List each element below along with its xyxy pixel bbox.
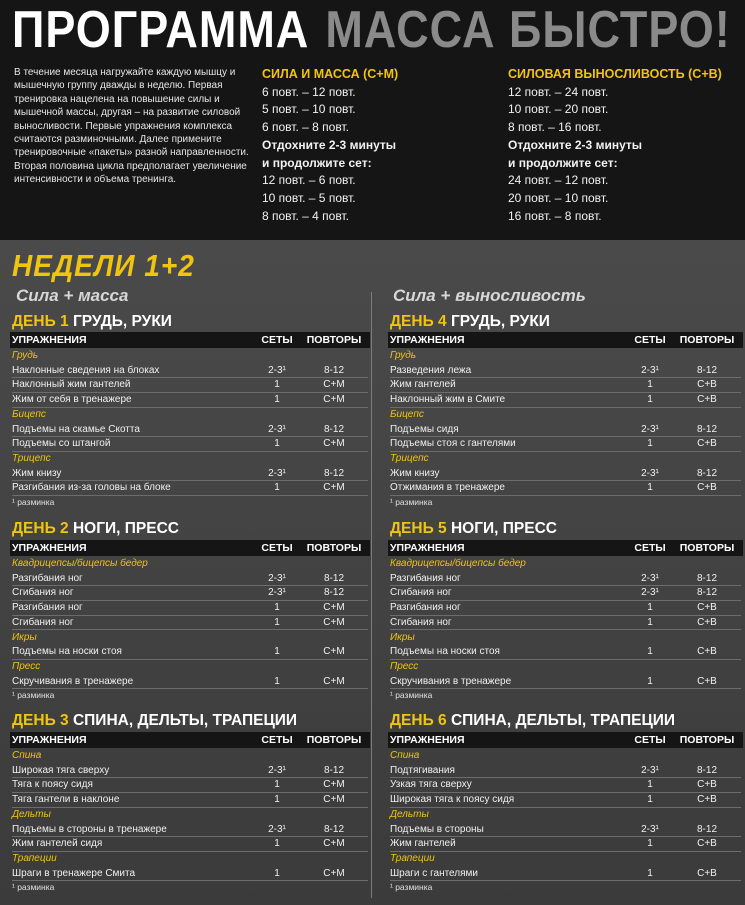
sets-value: 1 [647, 394, 653, 406]
page-title [12, 0, 731, 64]
exercise-name: Подтягивания [390, 764, 455, 776]
table-row [12, 837, 368, 852]
exercise-name: Жим гантелей [390, 379, 456, 391]
table-row [12, 467, 368, 482]
protocol-line: 10 повт. – 5 повт. [262, 190, 356, 205]
table-row [12, 616, 368, 631]
table-row [390, 867, 741, 882]
sets-value: 1 [274, 379, 280, 391]
table-row [12, 364, 368, 379]
table-row [12, 601, 368, 616]
day-number: 2 [60, 520, 73, 537]
protocol-line: 20 повт. – 10 повт. [508, 190, 609, 205]
day-title [12, 520, 179, 538]
sets-value: 1 [647, 867, 653, 879]
table-header [388, 732, 743, 748]
reps-value: 8-12 [323, 587, 344, 599]
protocol-rest: и продолжите сет: [508, 155, 618, 170]
muscle-group-label [390, 557, 741, 572]
sets-value: 2-3¹ [268, 364, 286, 376]
exercise-name: Шраги с гантелями [390, 867, 478, 879]
day-title [390, 313, 550, 331]
protocol-strength-mass [262, 66, 492, 225]
reps-value: С+В [697, 646, 717, 658]
warmup-note-text: ¹ разминка [12, 690, 55, 701]
reps-value: С+В [697, 379, 717, 391]
exercise-name: Тяга гантели в наклоне [12, 794, 120, 806]
table-row [390, 586, 741, 601]
protocol-line: 8 повт. – 4 повт. [262, 208, 349, 223]
day-label: ДЕНЬ [390, 313, 439, 330]
table-row [390, 467, 741, 482]
table-row [390, 616, 741, 631]
warmup-note [390, 688, 510, 703]
reps-value: С+В [697, 675, 717, 687]
exercise-name: Широкая тяга сверху [12, 764, 110, 776]
table-row [12, 586, 368, 601]
reps-value: С+М [323, 867, 345, 879]
exercise-name: Подъемы на скамье Скотта [12, 423, 140, 435]
sets-value: 2-3¹ [268, 587, 286, 599]
muscle-group-text: Грудь [390, 350, 417, 361]
exercise-name: Узкая тяга сверху [390, 779, 472, 791]
exercise-name: Наклонные сведения на блоках [12, 364, 160, 376]
exercise-name: Сгибания ног [12, 616, 74, 628]
muscle-group-text: Спина [390, 750, 420, 761]
exercise-name: Наклонный жим гантелей [12, 379, 131, 391]
table-row [390, 645, 741, 660]
day-number: 1 [60, 313, 73, 330]
table-row [390, 778, 741, 793]
warmup-note [390, 495, 510, 510]
day-label: ДЕНЬ [390, 520, 439, 537]
header-reps: ПОВТОРЫ [306, 542, 362, 554]
program-title-strength-mass: Сила + масса [16, 286, 129, 305]
sets-value: 1 [647, 794, 653, 806]
reps-value: С+М [323, 482, 345, 494]
sets-value: 1 [647, 482, 653, 494]
program-title-strength-endurance: Сила + выносливость [393, 286, 586, 305]
warmup-note [390, 880, 510, 895]
reps-value: С+М [323, 379, 345, 391]
reps-value: С+В [697, 867, 717, 879]
table-row [390, 601, 741, 616]
table-row [390, 437, 741, 452]
sets-value: 1 [274, 675, 280, 687]
sets-value: 2-3¹ [641, 764, 659, 776]
exercise-name: Скручивания в тренажере [390, 675, 512, 687]
sets-value: 2-3¹ [641, 423, 659, 435]
exercise-name: Подъемы стоя с гантелями [390, 438, 516, 450]
exercise-name: Жим гантелей сидя [12, 838, 103, 850]
sets-value: 2-3¹ [641, 572, 659, 584]
sets-value: 1 [274, 838, 280, 850]
exercise-name: Широкая тяга к поясу сидя [390, 794, 515, 806]
muscle-group-text: Икры [390, 631, 415, 643]
day-name: НОГИ, ПРЕСС [450, 520, 557, 537]
sets-value: 1 [647, 838, 653, 850]
table-row [390, 675, 741, 690]
sets-value: 2-3¹ [641, 467, 659, 479]
header-exercises: УПРАЖНЕНИЯ [390, 542, 465, 554]
muscle-group-label [390, 408, 741, 423]
muscle-group-text: Квадрицепсы/бицепсы бедер [390, 558, 526, 569]
reps-value: 8-12 [696, 423, 717, 435]
title-gray: МАССА БЫСТРО! [325, 0, 731, 59]
muscle-group-label [390, 808, 741, 823]
table-row [12, 572, 368, 587]
muscle-group-text: Грудь [12, 350, 39, 361]
table-row [12, 867, 368, 882]
sets-value: 1 [647, 675, 653, 687]
exercise-name: Сгибания ног [390, 616, 452, 628]
table-header [10, 732, 370, 748]
exercise-name: Наклонный жим в Смите [390, 394, 506, 406]
sets-value: 1 [274, 438, 280, 450]
reps-value: С+М [323, 779, 345, 791]
warmup-note-text: ¹ разминка [390, 690, 433, 701]
protocol-rest: Отдохните 2-3 минуты [508, 137, 643, 152]
protocol-line: 10 повт. – 20 повт. [508, 102, 609, 117]
header-reps: ПОВТОРЫ [679, 734, 735, 746]
reps-value: 8-12 [323, 364, 344, 376]
sets-value: 2-3¹ [268, 764, 286, 776]
table-row [12, 437, 368, 452]
header-sets: СЕТЫ [634, 542, 666, 554]
header-sets: СЕТЫ [634, 334, 666, 346]
protocol-line: 8 повт. – 16 повт. [508, 120, 602, 135]
header-sets: СЕТЫ [634, 734, 666, 746]
table-row [12, 778, 368, 793]
sets-value: 1 [647, 438, 653, 450]
exercise-name: Жим книзу [390, 467, 440, 479]
muscle-group-text: Трицепс [390, 452, 429, 464]
exercise-name: Разгибания ног [390, 572, 461, 584]
exercise-name: Разгибания ног [390, 602, 461, 614]
reps-value: С+В [697, 838, 717, 850]
table-header [388, 540, 743, 556]
header-exercises: УПРАЖНЕНИЯ [12, 734, 87, 746]
sets-value: 2-3¹ [268, 467, 286, 479]
reps-value: 8-12 [323, 467, 344, 479]
exercise-name: Подъемы на носки стоя [12, 646, 122, 658]
muscle-group-text: Бицепс [12, 408, 46, 420]
table-header [388, 332, 743, 348]
reps-value: С+М [323, 794, 345, 806]
table-row [12, 793, 368, 808]
table-row [12, 764, 368, 779]
exercise-name: Сгибания ног [390, 587, 452, 599]
reps-value: С+В [697, 394, 717, 406]
reps-value: С+В [697, 482, 717, 494]
exercise-name: Жим от себя в тренажере [12, 394, 132, 406]
day-number: 4 [438, 313, 451, 330]
header-reps: ПОВТОРЫ [679, 542, 735, 554]
protocol-line: 6 повт. – 12 повт. [262, 84, 356, 99]
reps-value: С+В [697, 616, 717, 628]
muscle-group-label [390, 631, 741, 646]
sets-value: 2-3¹ [268, 823, 286, 835]
table-row [390, 764, 741, 779]
exercise-name: Разгибания ног [12, 602, 83, 614]
sets-value: 1 [647, 646, 653, 658]
protocol-line: 24 повт. – 12 повт. [508, 173, 609, 188]
exercise-name: Подъемы со штангой [12, 438, 111, 450]
table-row [12, 378, 368, 393]
reps-value: С+М [323, 602, 345, 614]
protocol-line: 5 повт. – 10 повт. [262, 102, 356, 117]
exercise-name: Шраги в тренажере Смита [12, 867, 136, 879]
muscle-group-text: Дельты [390, 808, 429, 820]
table-row [390, 572, 741, 587]
reps-value: 8-12 [696, 764, 717, 776]
muscle-group-label [390, 852, 741, 867]
muscle-group-label [390, 749, 741, 764]
table-row [12, 423, 368, 438]
protocol-heading: СИЛА И МАССА (С+М) [262, 67, 399, 81]
day-name: НОГИ, ПРЕСС [72, 520, 179, 537]
table-row [12, 393, 368, 408]
weeks-title: НЕДЕЛИ 1+2 [12, 249, 195, 283]
sets-value: 2-3¹ [268, 572, 286, 584]
reps-value: С+В [697, 602, 717, 614]
sets-value: 1 [274, 646, 280, 658]
header-exercises: УПРАЖНЕНИЯ [12, 334, 87, 346]
muscle-group-text: Спина [12, 750, 42, 761]
day-title [12, 313, 172, 331]
table-row [12, 823, 368, 838]
exercise-name: Жим книзу [12, 467, 62, 479]
reps-value: 8-12 [696, 823, 717, 835]
protocol-line: 12 повт. – 6 повт. [262, 173, 356, 188]
warmup-note-text: ¹ разминка [12, 882, 55, 893]
reps-value: С+М [323, 616, 345, 628]
day-name: СПИНА, ДЕЛЬТЫ, ТРАПЕЦИИ [72, 712, 298, 729]
reps-value: С+В [697, 438, 717, 450]
sets-value: 2-3¹ [641, 364, 659, 376]
reps-value: 8-12 [323, 423, 344, 435]
exercise-name: Тяга к поясу сидя [12, 779, 93, 791]
muscle-group-label [12, 852, 368, 867]
muscle-group-label [12, 408, 368, 423]
reps-value: С+М [323, 838, 345, 850]
protocol-line: 12 повт. – 24 повт. [508, 84, 609, 99]
header-sets: СЕТЫ [261, 542, 293, 554]
table-row [390, 481, 741, 496]
muscle-group-label [12, 452, 368, 467]
column-divider [371, 292, 372, 898]
muscle-group-label [12, 808, 368, 823]
reps-value: 8-12 [696, 587, 717, 599]
reps-value: С+М [323, 394, 345, 406]
intro-text: В течение месяца нагружайте каждую мышцу и мышечную группу дважды в неделю. Первая тренировка нацелена на повышение силы и мышечной массы, другая – на развитие силовой выносливости. Первые упражнения комплекса считаются разминочными. Далее примените тренировочные «пакеты» разной направленности. Вторая половина цикла предполагает увеличение интенсивности и объема тренинга. [14, 67, 249, 186]
table-row [390, 823, 741, 838]
muscle-group-label [12, 631, 368, 646]
muscle-group-text: Пресс [390, 660, 419, 672]
reps-value: С+В [697, 794, 717, 806]
sets-value: 1 [274, 602, 280, 614]
muscle-group-label [12, 557, 368, 572]
sets-value: 1 [274, 394, 280, 406]
warmup-note-text: ¹ разминка [12, 497, 55, 507]
day-name: СПИНА, ДЕЛЬТЫ, ТРАПЕЦИИ [450, 712, 676, 729]
reps-value: 8-12 [323, 572, 344, 584]
reps-value: С+М [323, 438, 345, 450]
sets-value: 1 [647, 602, 653, 614]
reps-value: 8-12 [323, 764, 344, 776]
header-exercises: УПРАЖНЕНИЯ [390, 734, 465, 746]
table-header [10, 332, 370, 348]
exercise-name: Подъемы сидя [390, 423, 459, 435]
reps-value: 8-12 [696, 467, 717, 479]
protocol-line: 6 повт. – 8 повт. [262, 120, 349, 135]
sets-value: 2-3¹ [268, 423, 286, 435]
exercise-name: Скручивания в тренажере [12, 675, 134, 687]
day-name: ГРУДЬ, РУКИ [450, 313, 550, 330]
header-panel [0, 0, 745, 240]
day-title [390, 520, 557, 538]
sets-value: 1 [274, 779, 280, 791]
reps-value: 8-12 [323, 823, 344, 835]
table-row [12, 645, 368, 660]
exercise-name: Разгибания ног [12, 572, 83, 584]
exercise-name: Подъемы в стороны [390, 823, 484, 835]
header-reps: ПОВТОРЫ [306, 334, 362, 346]
table-row [390, 364, 741, 379]
day-number: 6 [438, 712, 451, 729]
day-number: 3 [60, 712, 73, 729]
muscle-group-text: Квадрицепсы/бицепсы бедер [12, 558, 148, 569]
header-reps: ПОВТОРЫ [679, 334, 735, 346]
muscle-group-label [12, 660, 368, 675]
day-label: ДЕНЬ [12, 520, 61, 537]
muscle-group-label [12, 749, 368, 764]
sets-value: 1 [274, 616, 280, 628]
reps-value: С+М [323, 646, 345, 658]
warmup-note [12, 688, 132, 703]
day-title [12, 712, 297, 730]
day-title [390, 712, 675, 730]
day-label: ДЕНЬ [12, 313, 61, 330]
header-sets: СЕТЫ [261, 734, 293, 746]
day-name: ГРУДЬ, РУКИ [72, 313, 172, 330]
sets-value: 1 [647, 379, 653, 391]
sets-value: 1 [274, 794, 280, 806]
table-row [390, 837, 741, 852]
warmup-note-text: ¹ разминка [390, 497, 433, 507]
sets-value: 1 [274, 482, 280, 494]
exercise-name: Разгибания из-за головы на блоке [12, 482, 171, 494]
muscle-group-text: Трапеции [12, 852, 57, 864]
table-header [10, 540, 370, 556]
sets-value: 1 [274, 867, 280, 879]
reps-value: С+В [697, 779, 717, 791]
table-row [390, 793, 741, 808]
exercise-name: Разведения лежа [390, 364, 472, 376]
muscle-group-text: Дельты [12, 808, 51, 820]
sets-value: 2-3¹ [641, 823, 659, 835]
exercise-name: Отжимания в тренажере [390, 482, 505, 494]
protocol-line: 16 повт. – 8 повт. [508, 208, 602, 223]
table-row [390, 423, 741, 438]
exercise-name: Подъемы на носки стоя [390, 646, 500, 658]
protocol-rest: и продолжите сет: [262, 155, 372, 170]
muscle-group-label [390, 452, 741, 467]
muscle-group-text: Бицепс [390, 408, 424, 420]
day-number: 5 [438, 520, 451, 537]
header-exercises: УПРАЖНЕНИЯ [390, 334, 465, 346]
muscle-group-label [12, 349, 368, 364]
table-row [390, 378, 741, 393]
protocol-rest: Отдохните 2-3 минуты [262, 137, 397, 152]
table-row [12, 675, 368, 690]
sets-value: 2-3¹ [641, 587, 659, 599]
protocol-strength-endurance [508, 66, 738, 225]
table-row [12, 481, 368, 496]
exercise-name: Жим гантелей [390, 838, 456, 850]
reps-value: 8-12 [696, 364, 717, 376]
day-label: ДЕНЬ [12, 712, 61, 729]
sets-value: 1 [647, 779, 653, 791]
reps-value: С+М [323, 675, 345, 687]
exercise-name: Сгибания ног [12, 587, 74, 599]
muscle-group-text: Трицепс [12, 452, 51, 464]
title-white: ПРОГРАММА [12, 0, 310, 59]
header-exercises: УПРАЖНЕНИЯ [12, 542, 87, 554]
exercise-name: Подъемы в стороны в тренажере [12, 823, 167, 835]
sets-value: 1 [647, 616, 653, 628]
warmup-note [12, 880, 132, 895]
muscle-group-text: Пресс [12, 660, 41, 672]
header-reps: ПОВТОРЫ [306, 734, 362, 746]
muscle-group-text: Икры [12, 631, 37, 643]
warmup-note-text: ¹ разминка [390, 882, 433, 893]
muscle-group-text: Трапеции [390, 852, 435, 864]
header-sets: СЕТЫ [261, 334, 293, 346]
muscle-group-label [390, 660, 741, 675]
warmup-note [12, 495, 132, 510]
reps-value: 8-12 [696, 572, 717, 584]
muscle-group-label [390, 349, 741, 364]
protocol-heading: СИЛОВАЯ ВЫНОСЛИВОСТЬ (С+В) [508, 67, 722, 81]
table-row [390, 393, 741, 408]
day-label: ДЕНЬ [390, 712, 439, 729]
